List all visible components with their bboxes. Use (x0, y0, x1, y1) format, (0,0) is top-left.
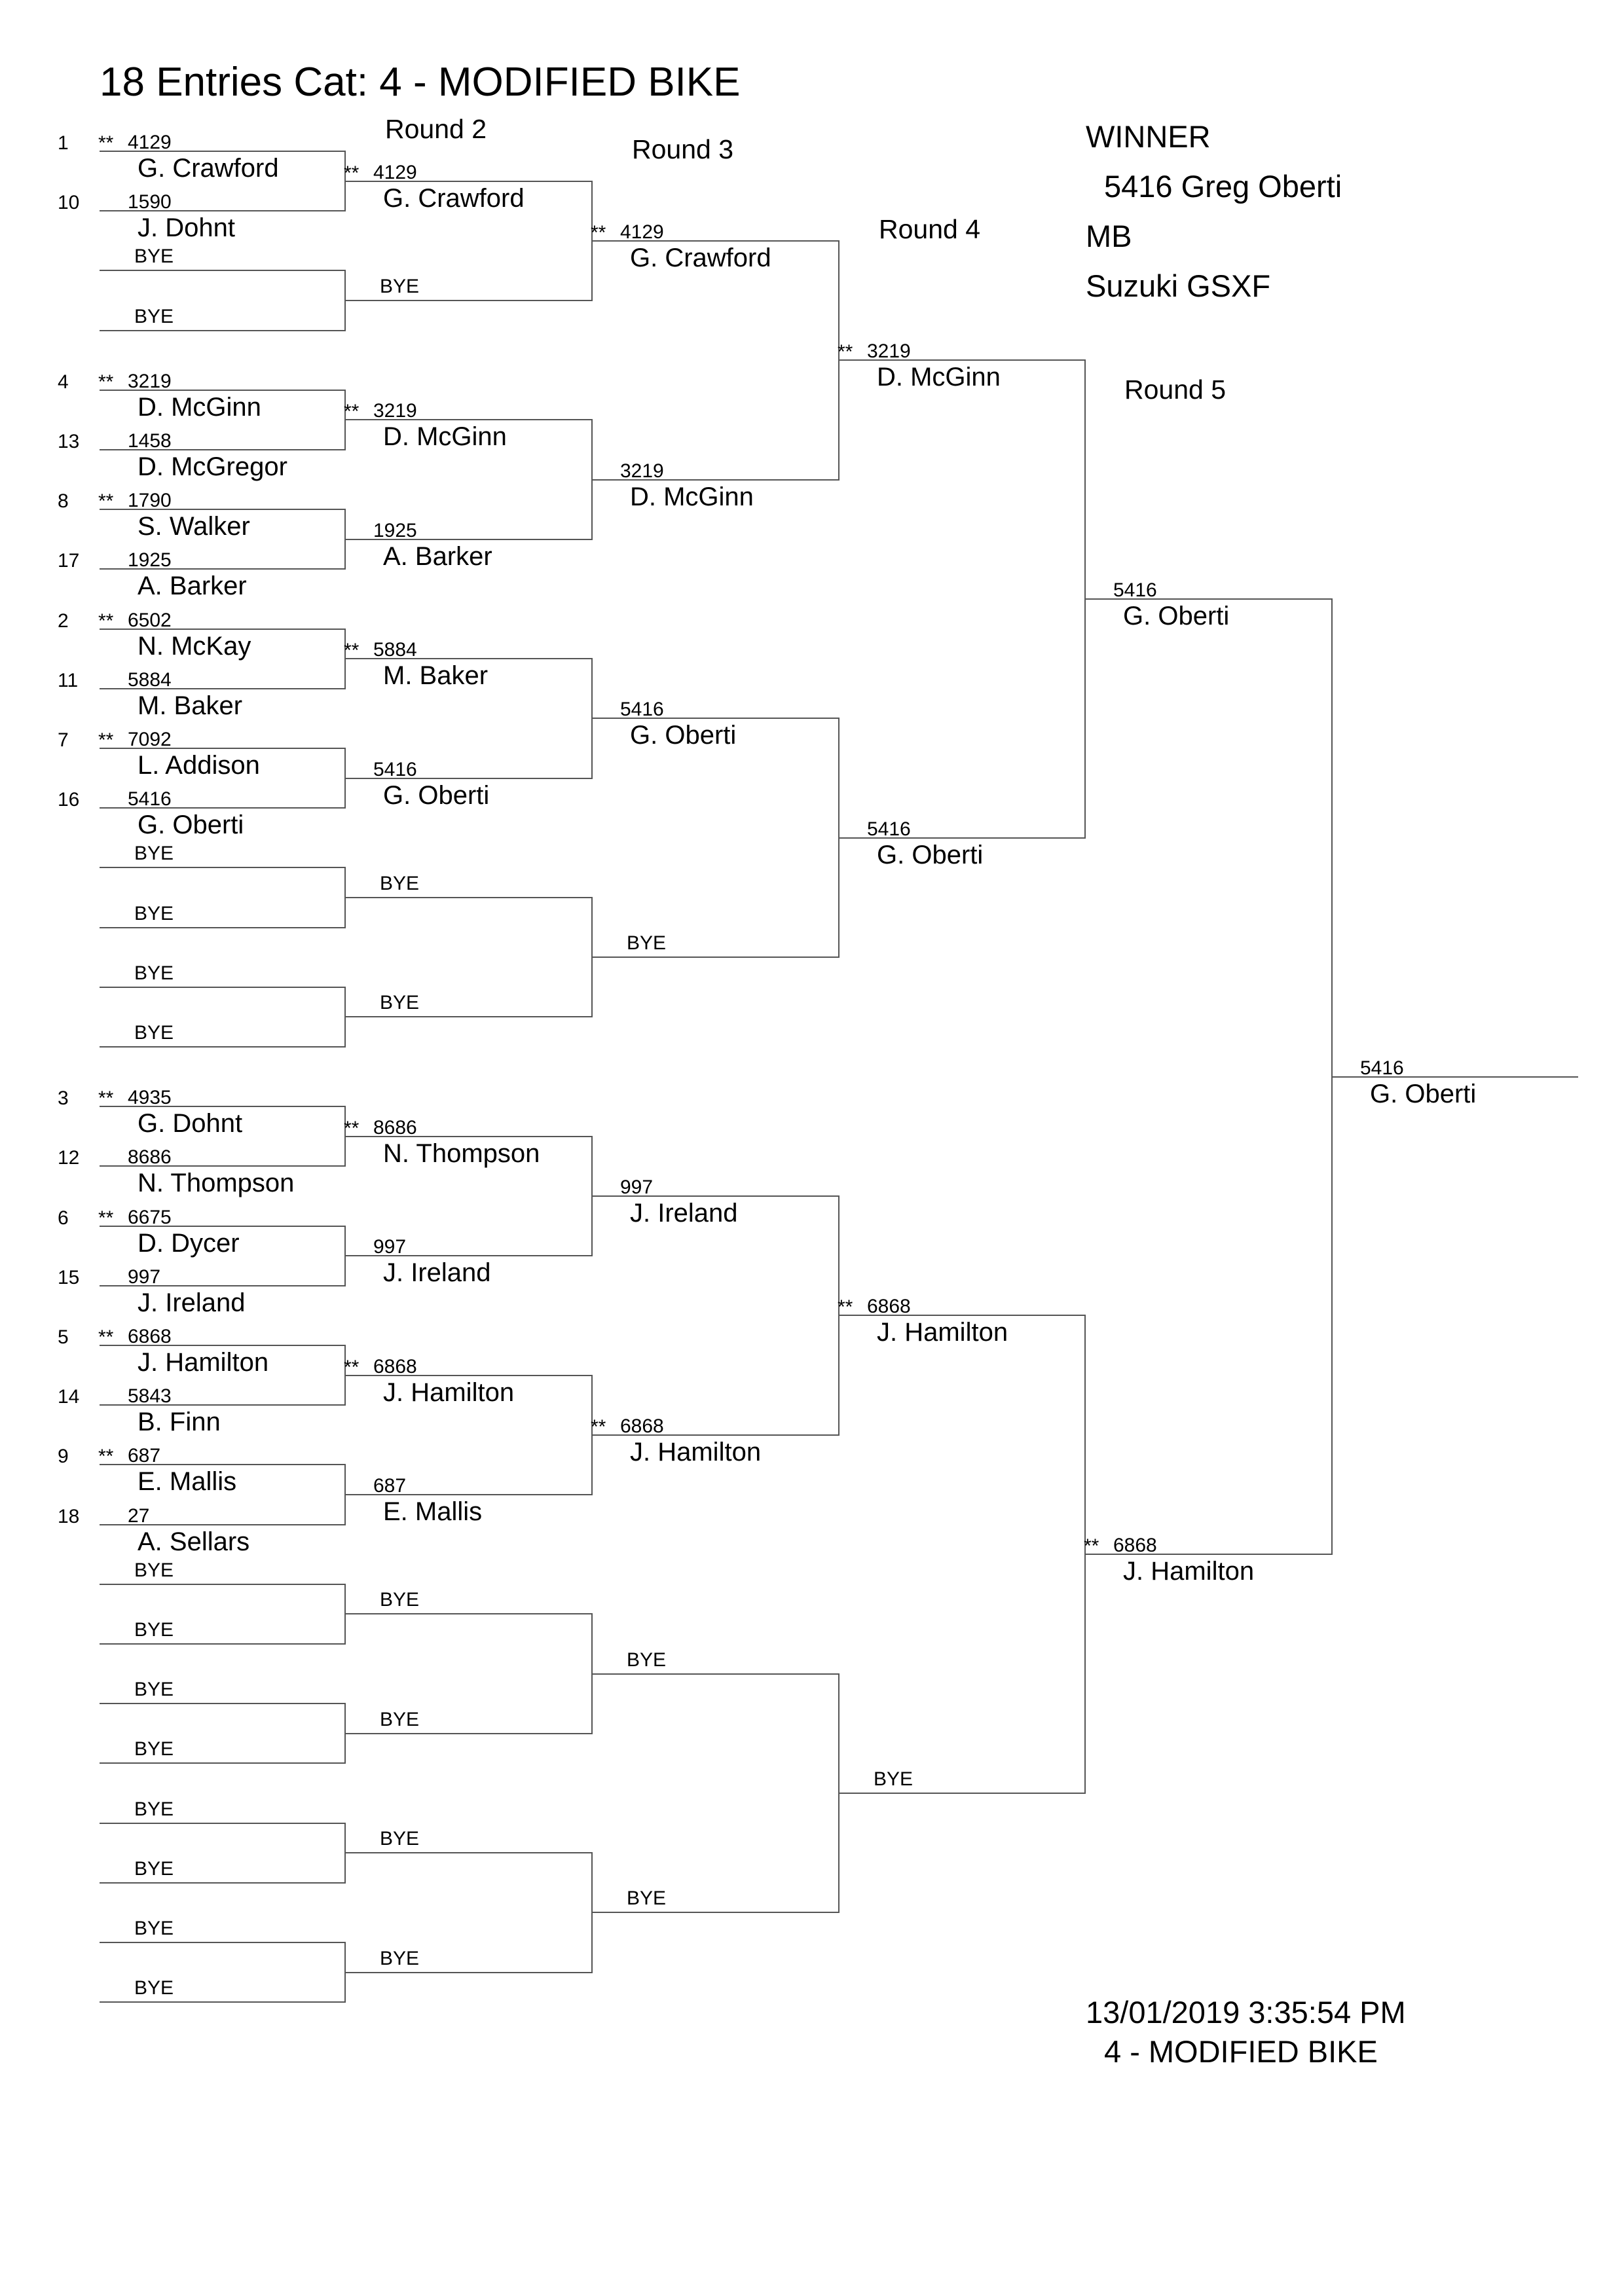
rider-number: 3219 (620, 460, 664, 482)
bracket-line (345, 1016, 592, 1017)
rider-number: 5884 (128, 668, 172, 691)
bracket-line (839, 1793, 1085, 1794)
bye-label: BYE (134, 1918, 174, 1939)
rider-name: G. Oberti (1370, 1079, 1477, 1108)
rider-number: 1925 (128, 549, 172, 572)
rider-number: 6502 (128, 609, 172, 631)
rider-name: L. Addison (138, 751, 260, 780)
round-5-label: Round 5 (1124, 374, 1227, 405)
bye-label: BYE (380, 1947, 420, 1969)
star-marker: ** (1084, 1535, 1099, 1558)
bracket-line (100, 1942, 345, 1943)
rider-name: M. Baker (383, 661, 489, 691)
footer-category: 4 - MODIFIED BIKE (1104, 2034, 1378, 2069)
bracket-line (592, 1912, 839, 1913)
star-marker: ** (344, 401, 360, 423)
bracket-line (100, 1643, 345, 1645)
winner-class: MB (1086, 219, 1132, 253)
rider-number: 5416 (620, 699, 664, 721)
rider-name: J. Hamilton (138, 1348, 269, 1377)
bracket-line (100, 1823, 345, 1824)
bracket-line (100, 867, 345, 868)
rider-number: 6868 (1113, 1535, 1157, 1557)
rider-number: 4935 (128, 1087, 172, 1109)
bye-label: BYE (134, 1022, 174, 1044)
star-marker: ** (838, 1296, 853, 1319)
bracket-line (100, 1762, 345, 1764)
winner-label: WINNER (1086, 119, 1211, 154)
bracket-line (100, 1046, 345, 1048)
rider-number: 4129 (128, 132, 172, 153)
seed-number: 3 (58, 1087, 69, 1110)
star-marker: ** (838, 341, 853, 363)
rider-name: G. Oberti (138, 811, 244, 840)
seed-number: 9 (58, 1446, 69, 1468)
star-marker: ** (98, 371, 114, 393)
seed-number: 14 (58, 1386, 80, 1408)
rider-number: 5416 (128, 788, 172, 811)
seed-number: 16 (58, 789, 80, 811)
rider-name: J. Ireland (383, 1258, 491, 1288)
bye-label: BYE (380, 1708, 420, 1730)
bracket-line (100, 2001, 345, 2003)
bracket-line (100, 927, 345, 928)
seed-number: 17 (58, 550, 80, 572)
star-marker: ** (591, 1415, 606, 1438)
rider-name: G. Oberti (1123, 602, 1230, 630)
bye-label: BYE (134, 1679, 174, 1701)
rider-number: 5416 (1360, 1057, 1404, 1079)
bye-label: BYE (380, 276, 420, 297)
bracket-line (100, 1703, 345, 1704)
bracket-line (345, 1972, 592, 1973)
bye-label: BYE (380, 1589, 420, 1611)
seed-number: 18 (58, 1505, 80, 1527)
bye-label: BYE (134, 1977, 174, 1999)
seed-number: 6 (58, 1207, 69, 1229)
bye-label: BYE (134, 902, 174, 924)
seed-number: 1 (58, 132, 69, 154)
bracket-line (345, 300, 592, 301)
bracket-line (345, 1613, 592, 1614)
seed-number: 7 (58, 729, 69, 751)
bye-label: BYE (627, 1649, 667, 1671)
bye-label: BYE (627, 1887, 667, 1910)
rider-number: 997 (128, 1266, 161, 1288)
bracket-line (100, 1584, 345, 1585)
bye-label: BYE (134, 305, 174, 327)
bracket-line (100, 1882, 345, 1884)
rider-name: G. Oberti (877, 840, 984, 869)
rider-number: 3219 (373, 400, 417, 422)
rider-number: 1925 (373, 519, 417, 541)
rider-number: 997 (373, 1236, 407, 1258)
rider-number: 5843 (128, 1385, 172, 1408)
bye-label: BYE (134, 1798, 174, 1820)
star-marker: ** (98, 1326, 114, 1348)
star-marker: ** (344, 162, 360, 184)
seed-number: 13 (58, 431, 80, 452)
bracket-line (592, 1673, 839, 1675)
rider-number: 6868 (373, 1355, 417, 1377)
rider-name: G. Crawford (630, 243, 771, 272)
rider-name: G. Oberti (383, 780, 490, 810)
rider-number: 4129 (620, 221, 664, 243)
bye-label: BYE (134, 1559, 174, 1581)
star-marker: ** (98, 729, 114, 751)
star-marker: ** (98, 132, 114, 154)
rider-number: 7092 (128, 729, 172, 750)
star-marker: ** (98, 1087, 114, 1110)
star-marker: ** (344, 1356, 360, 1378)
rider-name: J. Ireland (138, 1288, 246, 1317)
rider-name: D. McGinn (630, 482, 754, 511)
star-marker: ** (344, 1117, 360, 1139)
rider-number: 3219 (128, 370, 172, 392)
rider-number: 1458 (128, 430, 172, 452)
rider-name: D. Dycer (138, 1228, 240, 1258)
rider-name: J. Hamilton (1123, 1557, 1255, 1586)
rider-number: 5416 (1113, 579, 1157, 601)
rider-name: J. Ireland (630, 1199, 738, 1228)
rider-number: 6868 (128, 1326, 172, 1347)
rider-number: 1790 (128, 490, 172, 512)
seed-number: 10 (58, 192, 80, 214)
rider-name: G. Crawford (138, 154, 279, 183)
star-marker: ** (98, 490, 114, 513)
bye-label: BYE (134, 246, 174, 268)
rider-name: E. Mallis (138, 1467, 237, 1497)
winner-name: 5416 Greg Oberti (1104, 169, 1342, 204)
rider-number: 4129 (373, 161, 417, 183)
rider-name: N. Thompson (138, 1169, 295, 1198)
rider-number: 5416 (373, 758, 417, 780)
rider-number: 687 (128, 1445, 161, 1467)
bye-label: BYE (134, 1738, 174, 1760)
seed-number: 8 (58, 490, 69, 513)
rider-number: 5416 (867, 818, 911, 840)
star-marker: ** (344, 640, 360, 662)
bracket-line (592, 957, 839, 958)
bye-label: BYE (134, 1619, 174, 1641)
page-title: 18 Entries Cat: 4 - MODIFIED BIKE (100, 60, 741, 105)
rider-name: M. Baker (138, 691, 243, 720)
seed-number: 5 (58, 1326, 69, 1348)
rider-name: J. Hamilton (383, 1377, 515, 1407)
bye-label: BYE (134, 843, 174, 865)
rider-name: J. Dohnt (138, 213, 235, 243)
rider-name: B. Finn (138, 1408, 221, 1437)
rider-name: N. McKay (138, 631, 251, 661)
rider-number: 6675 (128, 1206, 172, 1228)
rider-number: 8686 (373, 1116, 417, 1139)
rider-name: J. Hamilton (877, 1318, 1008, 1347)
rider-number: 6868 (867, 1296, 911, 1318)
winner-bike: Suzuki GSXF (1086, 268, 1271, 303)
rider-number: 6868 (620, 1415, 664, 1437)
seed-number: 11 (58, 669, 79, 691)
bye-label: BYE (627, 932, 667, 955)
bracket-line (345, 1733, 592, 1734)
bracket-line (345, 1852, 592, 1853)
rider-name: D. McGinn (877, 363, 1001, 392)
rider-number: 8686 (128, 1146, 172, 1169)
rider-number: 997 (620, 1176, 654, 1198)
rider-number: 3219 (867, 340, 911, 363)
rider-number: 1590 (128, 191, 172, 213)
bye-label: BYE (134, 1857, 174, 1880)
rider-name: J. Hamilton (630, 1437, 762, 1467)
rider-name: A. Barker (383, 541, 492, 571)
round-3-label: Round 3 (632, 134, 734, 164)
rider-name: G. Dohnt (138, 1109, 243, 1139)
bye-label: BYE (380, 1828, 420, 1850)
bye-label: BYE (874, 1768, 913, 1790)
rider-name: E. Mallis (383, 1497, 483, 1526)
seed-number: 2 (58, 610, 69, 632)
rider-name: G. Oberti (630, 721, 737, 750)
bye-label: BYE (380, 873, 420, 894)
rider-name: D. McGinn (138, 392, 261, 422)
star-marker: ** (98, 610, 114, 632)
seed-number: 12 (58, 1147, 80, 1169)
seed-number: 4 (58, 371, 69, 393)
rider-number: 27 (128, 1504, 150, 1527)
rider-name: A. Sellars (138, 1527, 250, 1556)
bracket-line (345, 897, 592, 898)
rider-name: G. Crawford (383, 183, 525, 213)
rider-name: D. McGinn (383, 422, 507, 452)
round-4-label: Round 4 (879, 214, 981, 244)
round-2-label: Round 2 (385, 114, 487, 144)
rider-name: N. Thompson (383, 1139, 540, 1168)
bracket-line (100, 330, 345, 331)
bracket-line (100, 270, 345, 271)
rider-name: S. Walker (138, 512, 250, 541)
bracket-line (100, 987, 345, 988)
rider-number: 5884 (373, 639, 417, 661)
bye-label: BYE (380, 992, 420, 1014)
rider-name: A. Barker (138, 572, 247, 601)
seed-number: 15 (58, 1266, 80, 1288)
footer-timestamp: 13/01/2019 3:35:54 PM (1086, 1995, 1406, 2030)
star-marker: ** (591, 221, 606, 244)
rider-name: D. McGregor (138, 452, 287, 481)
bye-label: BYE (134, 962, 174, 984)
rider-number: 687 (373, 1475, 407, 1497)
star-marker: ** (98, 1446, 114, 1468)
star-marker: ** (98, 1207, 114, 1229)
